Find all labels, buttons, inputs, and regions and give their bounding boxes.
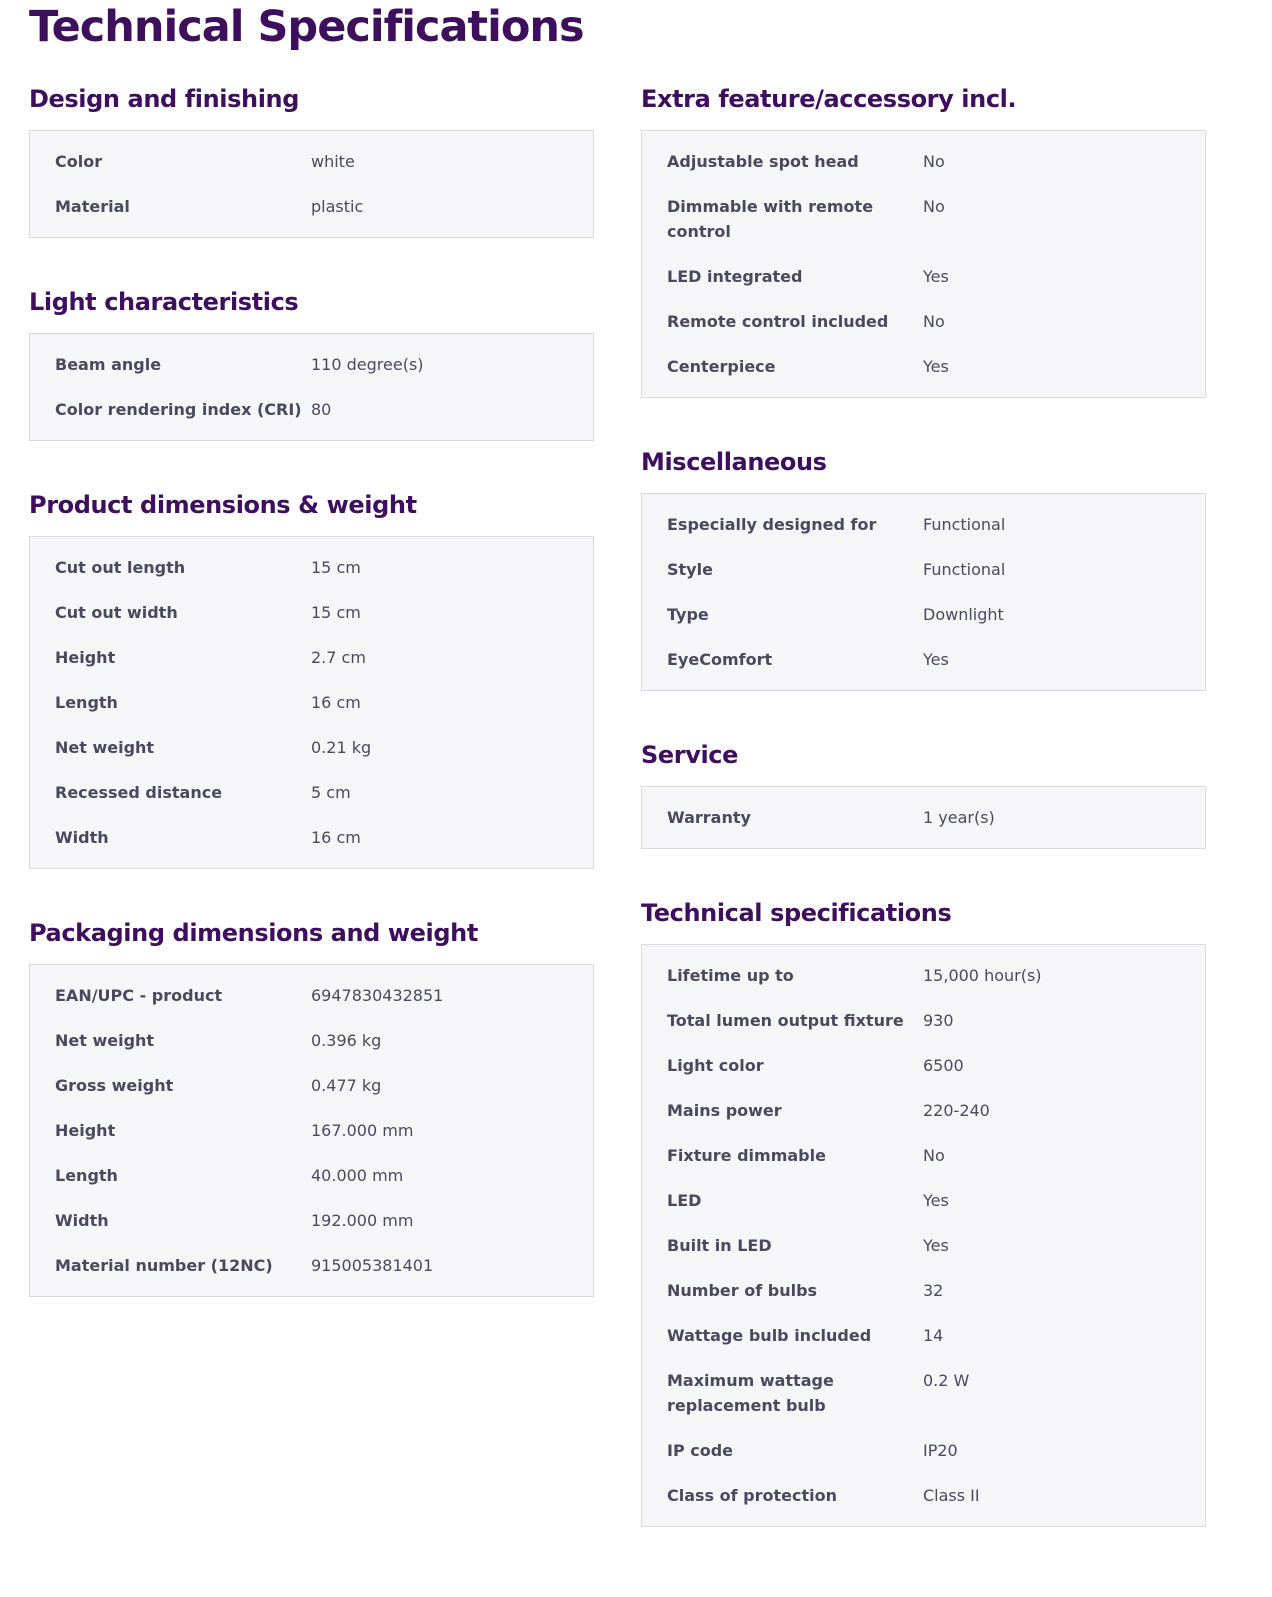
spec-value: 15 cm bbox=[311, 558, 361, 577]
right-column bbox=[641, 82, 1206, 1574]
spec-section-extra-feature-accessory-incl bbox=[641, 82, 1206, 398]
spec-label: Light color bbox=[667, 1056, 764, 1075]
spec-row bbox=[642, 547, 1205, 592]
spec-table bbox=[641, 493, 1206, 691]
spec-section-design-and-finishing bbox=[29, 82, 594, 238]
spec-row bbox=[642, 502, 1205, 547]
spec-section-packaging-dimensions-and-weight bbox=[29, 916, 594, 1297]
spec-label: Class of protection bbox=[667, 1486, 837, 1505]
spec-row bbox=[642, 1428, 1205, 1473]
spec-value: 15,000 hour(s) bbox=[923, 966, 1042, 985]
spec-label: EAN/UPC - product bbox=[55, 986, 223, 1005]
spec-value: 0.2 W bbox=[923, 1371, 970, 1390]
spec-value: 40.000 mm bbox=[311, 1166, 404, 1185]
spec-value: Functional bbox=[923, 515, 1006, 534]
spec-value: 2.7 cm bbox=[311, 648, 366, 667]
spec-label: Net weight bbox=[55, 738, 155, 757]
spec-value: 192.000 mm bbox=[311, 1211, 414, 1230]
spec-row bbox=[642, 795, 1205, 840]
spec-label: Color rendering index (CRI) bbox=[55, 400, 302, 419]
spec-row bbox=[642, 953, 1205, 998]
spec-row bbox=[642, 1268, 1205, 1313]
spec-value: No bbox=[923, 1146, 945, 1165]
spec-value: 930 bbox=[923, 1011, 954, 1030]
spec-label: Wattage bulb included bbox=[667, 1326, 872, 1345]
spec-label: Cut out length bbox=[55, 558, 186, 577]
spec-table bbox=[29, 333, 594, 441]
spec-section-service bbox=[641, 738, 1206, 849]
spec-row bbox=[30, 590, 593, 635]
spec-table bbox=[29, 964, 594, 1297]
spec-label: EyeComfort bbox=[667, 650, 773, 669]
spec-value: Yes bbox=[923, 650, 949, 669]
spec-label: Especially designed for bbox=[667, 515, 877, 534]
spec-value: 110 degree(s) bbox=[311, 355, 424, 374]
spec-row bbox=[642, 1358, 1205, 1428]
spec-label: Type bbox=[667, 605, 709, 624]
spec-row bbox=[30, 139, 593, 184]
spec-row bbox=[30, 184, 593, 229]
spec-row bbox=[30, 1018, 593, 1063]
spec-value: white bbox=[311, 152, 355, 171]
spec-table bbox=[641, 786, 1206, 849]
section-heading: Miscellaneous bbox=[641, 448, 827, 476]
spec-row bbox=[642, 1473, 1205, 1518]
spec-label: Width bbox=[55, 828, 109, 847]
spec-row bbox=[30, 635, 593, 680]
section-heading: Packaging dimensions and weight bbox=[29, 919, 478, 947]
section-heading: Design and finishing bbox=[29, 85, 299, 113]
left-column bbox=[29, 82, 594, 1344]
spec-row bbox=[642, 344, 1205, 389]
spec-row bbox=[30, 1198, 593, 1243]
spec-value: No bbox=[923, 197, 945, 216]
spec-row bbox=[30, 1153, 593, 1198]
spec-label: Dimmable with remote control bbox=[667, 197, 874, 241]
spec-value: 915005381401 bbox=[311, 1256, 434, 1275]
spec-value: 80 bbox=[311, 400, 332, 419]
spec-row bbox=[642, 184, 1205, 254]
spec-section-technical-specifications bbox=[641, 896, 1206, 1527]
section-heading: Light characteristics bbox=[29, 288, 299, 316]
spec-row bbox=[30, 1243, 593, 1288]
spec-label: Remote control included bbox=[667, 312, 889, 331]
spec-row bbox=[30, 387, 593, 432]
spec-row bbox=[642, 1043, 1205, 1088]
spec-section-light-characteristics bbox=[29, 285, 594, 441]
spec-label: Net weight bbox=[55, 1031, 155, 1050]
spec-value: 167.000 mm bbox=[311, 1121, 414, 1140]
spec-value: 15 cm bbox=[311, 603, 361, 622]
spec-row bbox=[642, 254, 1205, 299]
spec-label: Length bbox=[55, 1166, 118, 1185]
spec-value: No bbox=[923, 152, 945, 171]
section-heading: Service bbox=[641, 741, 738, 769]
spec-table bbox=[29, 130, 594, 238]
spec-value: 14 bbox=[923, 1326, 944, 1345]
spec-label: Material bbox=[55, 197, 130, 216]
spec-value: 5 cm bbox=[311, 783, 351, 802]
spec-value: Yes bbox=[923, 1191, 949, 1210]
spec-label: Number of bulbs bbox=[667, 1281, 818, 1300]
spec-label: IP code bbox=[667, 1441, 734, 1460]
spec-value: Class II bbox=[923, 1486, 980, 1505]
page-title: Technical Specifications bbox=[29, 2, 584, 52]
spec-value: Yes bbox=[923, 1236, 949, 1255]
spec-row bbox=[642, 592, 1205, 637]
spec-value: 6500 bbox=[923, 1056, 964, 1075]
spec-row bbox=[642, 299, 1205, 344]
spec-value: 16 cm bbox=[311, 693, 361, 712]
spec-label: Fixture dimmable bbox=[667, 1146, 826, 1165]
spec-row bbox=[30, 815, 593, 860]
spec-value: 220-240 bbox=[923, 1101, 990, 1120]
spec-value: 0.396 kg bbox=[311, 1031, 382, 1050]
spec-row bbox=[642, 1088, 1205, 1133]
spec-row bbox=[642, 1133, 1205, 1178]
spec-value: 6947830432851 bbox=[311, 986, 444, 1005]
spec-value: plastic bbox=[311, 197, 364, 216]
spec-row bbox=[30, 1063, 593, 1108]
spec-row bbox=[642, 1223, 1205, 1268]
spec-table bbox=[641, 130, 1206, 398]
spec-value: 32 bbox=[923, 1281, 944, 1300]
spec-value: Downlight bbox=[923, 605, 1004, 624]
section-heading: Extra feature/accessory incl. bbox=[641, 85, 1017, 113]
spec-label: Lifetime up to bbox=[667, 966, 794, 985]
spec-table bbox=[29, 536, 594, 869]
spec-row bbox=[30, 342, 593, 387]
spec-label: Mains power bbox=[667, 1101, 782, 1120]
spec-row bbox=[642, 139, 1205, 184]
spec-label: Recessed distance bbox=[55, 783, 223, 802]
spec-label: Gross weight bbox=[55, 1076, 174, 1095]
spec-row bbox=[30, 973, 593, 1018]
spec-label: Maximum wattage replacement bulb bbox=[667, 1371, 834, 1415]
spec-label: Length bbox=[55, 693, 118, 712]
spec-value: Yes bbox=[923, 267, 949, 286]
spec-label: Beam angle bbox=[55, 355, 162, 374]
spec-value: Yes bbox=[923, 357, 949, 376]
spec-label: Centerpiece bbox=[667, 357, 776, 376]
spec-value: No bbox=[923, 312, 945, 331]
spec-label: Color bbox=[55, 152, 103, 171]
spec-value: 1 year(s) bbox=[923, 808, 995, 827]
spec-value: 0.477 kg bbox=[311, 1076, 382, 1095]
section-heading: Product dimensions & weight bbox=[29, 491, 417, 519]
spec-section-product-dimensions-weight bbox=[29, 488, 594, 869]
spec-label: Height bbox=[55, 648, 116, 667]
spec-label: Warranty bbox=[667, 808, 751, 827]
spec-label: Style bbox=[667, 560, 713, 579]
spec-label: Total lumen output fixture bbox=[667, 1011, 904, 1030]
section-heading: Technical specifications bbox=[641, 899, 952, 927]
spec-label: LED bbox=[667, 1191, 702, 1210]
spec-label: Width bbox=[55, 1211, 109, 1230]
spec-row bbox=[642, 998, 1205, 1043]
spec-row bbox=[30, 770, 593, 815]
spec-value: IP20 bbox=[923, 1441, 958, 1460]
spec-label: Built in LED bbox=[667, 1236, 772, 1255]
spec-value: 0.21 kg bbox=[311, 738, 372, 757]
spec-row bbox=[642, 637, 1205, 682]
spec-row bbox=[642, 1178, 1205, 1223]
spec-label: Height bbox=[55, 1121, 116, 1140]
spec-table bbox=[641, 944, 1206, 1527]
spec-value: Functional bbox=[923, 560, 1006, 579]
spec-row bbox=[30, 680, 593, 725]
spec-row bbox=[30, 725, 593, 770]
spec-label: Material number (12NC) bbox=[55, 1256, 273, 1275]
spec-section-miscellaneous bbox=[641, 445, 1206, 691]
spec-row bbox=[30, 545, 593, 590]
spec-row bbox=[30, 1108, 593, 1153]
spec-label: Adjustable spot head bbox=[667, 152, 859, 171]
spec-row bbox=[642, 1313, 1205, 1358]
spec-label: Cut out width bbox=[55, 603, 178, 622]
spec-label: LED integrated bbox=[667, 267, 803, 286]
spec-value: 16 cm bbox=[311, 828, 361, 847]
